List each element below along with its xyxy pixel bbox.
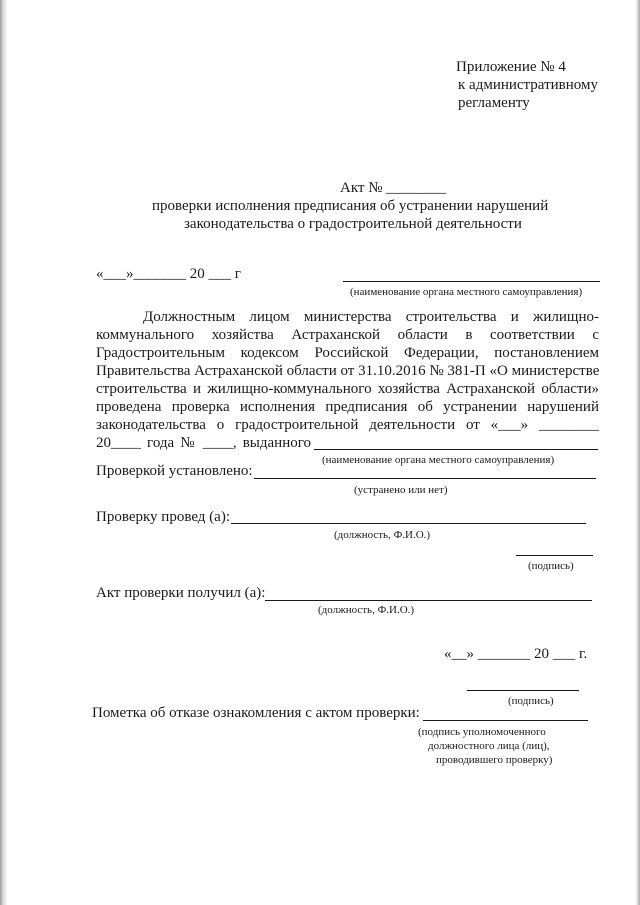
refusal-caption-line-1: (подпись уполномоченного <box>418 726 546 738</box>
body-line-4: Правительства Астраханской области от 31.10.2016 № 381-П «О министерстве <box>96 363 600 379</box>
act-subtitle-line-1: проверки исполнения предписания об устранении нарушений <box>152 198 549 214</box>
issuing-organ-line <box>314 449 598 450</box>
body-line-1: Должностным лицом министерства строительства и жилищно- <box>143 309 599 325</box>
scan-edge-right <box>635 0 640 905</box>
conducted-signature-caption: (подпись) <box>528 560 574 572</box>
received-date: «__» _______ 20 ___ г. <box>444 646 588 662</box>
body-line-8: 20____ года № ____, выданного <box>96 435 311 451</box>
organ-caption: (наименование органа местного самоуправления) <box>350 286 583 298</box>
body-line-7: законодательства о градостроительной деятельности от «___» ________ <box>96 417 599 433</box>
conducted-line <box>231 523 586 524</box>
act-title: Акт № ________ <box>340 180 447 196</box>
conducted-signature-line <box>516 555 593 556</box>
body-line-2: коммунального хозяйства Астраханской области в соответствии с <box>96 327 599 343</box>
received-caption: (должность, Ф.И.О.) <box>318 604 415 616</box>
refusal-caption-line-2: должностного лица (лиц), <box>428 740 550 752</box>
body-line-5: строительства и жилищно-коммунального хозяйства Астраханской области» <box>96 381 599 397</box>
scan-edge-left <box>0 0 8 905</box>
established-line <box>254 478 596 479</box>
issuing-organ-caption: (наименование органа местного самоуправления) <box>322 454 555 466</box>
appendix-line-2: к административному <box>458 77 598 93</box>
received-label: Акт проверки получил (а): <box>96 585 266 601</box>
refusal-label: Пометка об отказе ознакомления с актом проверки: <box>92 705 420 721</box>
conducted-caption: (должность, Ф.И.О.) <box>334 529 431 541</box>
appendix-line-3: регламенту <box>458 95 530 111</box>
act-date: «___»_______ 20 ___ г <box>96 266 241 282</box>
established-label: Проверкой установлено: <box>96 463 253 479</box>
act-subtitle-line-2: законодательства о градостроительной деятельности <box>184 216 522 232</box>
received-line <box>265 600 592 601</box>
body-line-6: проведена проверка исполнения предписания об устранении нарушений <box>96 399 599 415</box>
refusal-caption-line-3: проводившего проверку) <box>436 754 553 766</box>
appendix-line-1: Приложение № 4 <box>456 59 566 75</box>
received-signature-line <box>467 690 579 691</box>
organ-fill-line <box>343 281 600 282</box>
body-line-3: Градостроительным кодексом Российской Федерации, постановлением <box>96 345 599 361</box>
conducted-label: Проверку провед (а): <box>96 509 230 525</box>
refusal-line <box>423 720 588 721</box>
established-caption: (устранено или нет) <box>354 484 448 496</box>
received-signature-caption: (подпись) <box>508 695 554 707</box>
